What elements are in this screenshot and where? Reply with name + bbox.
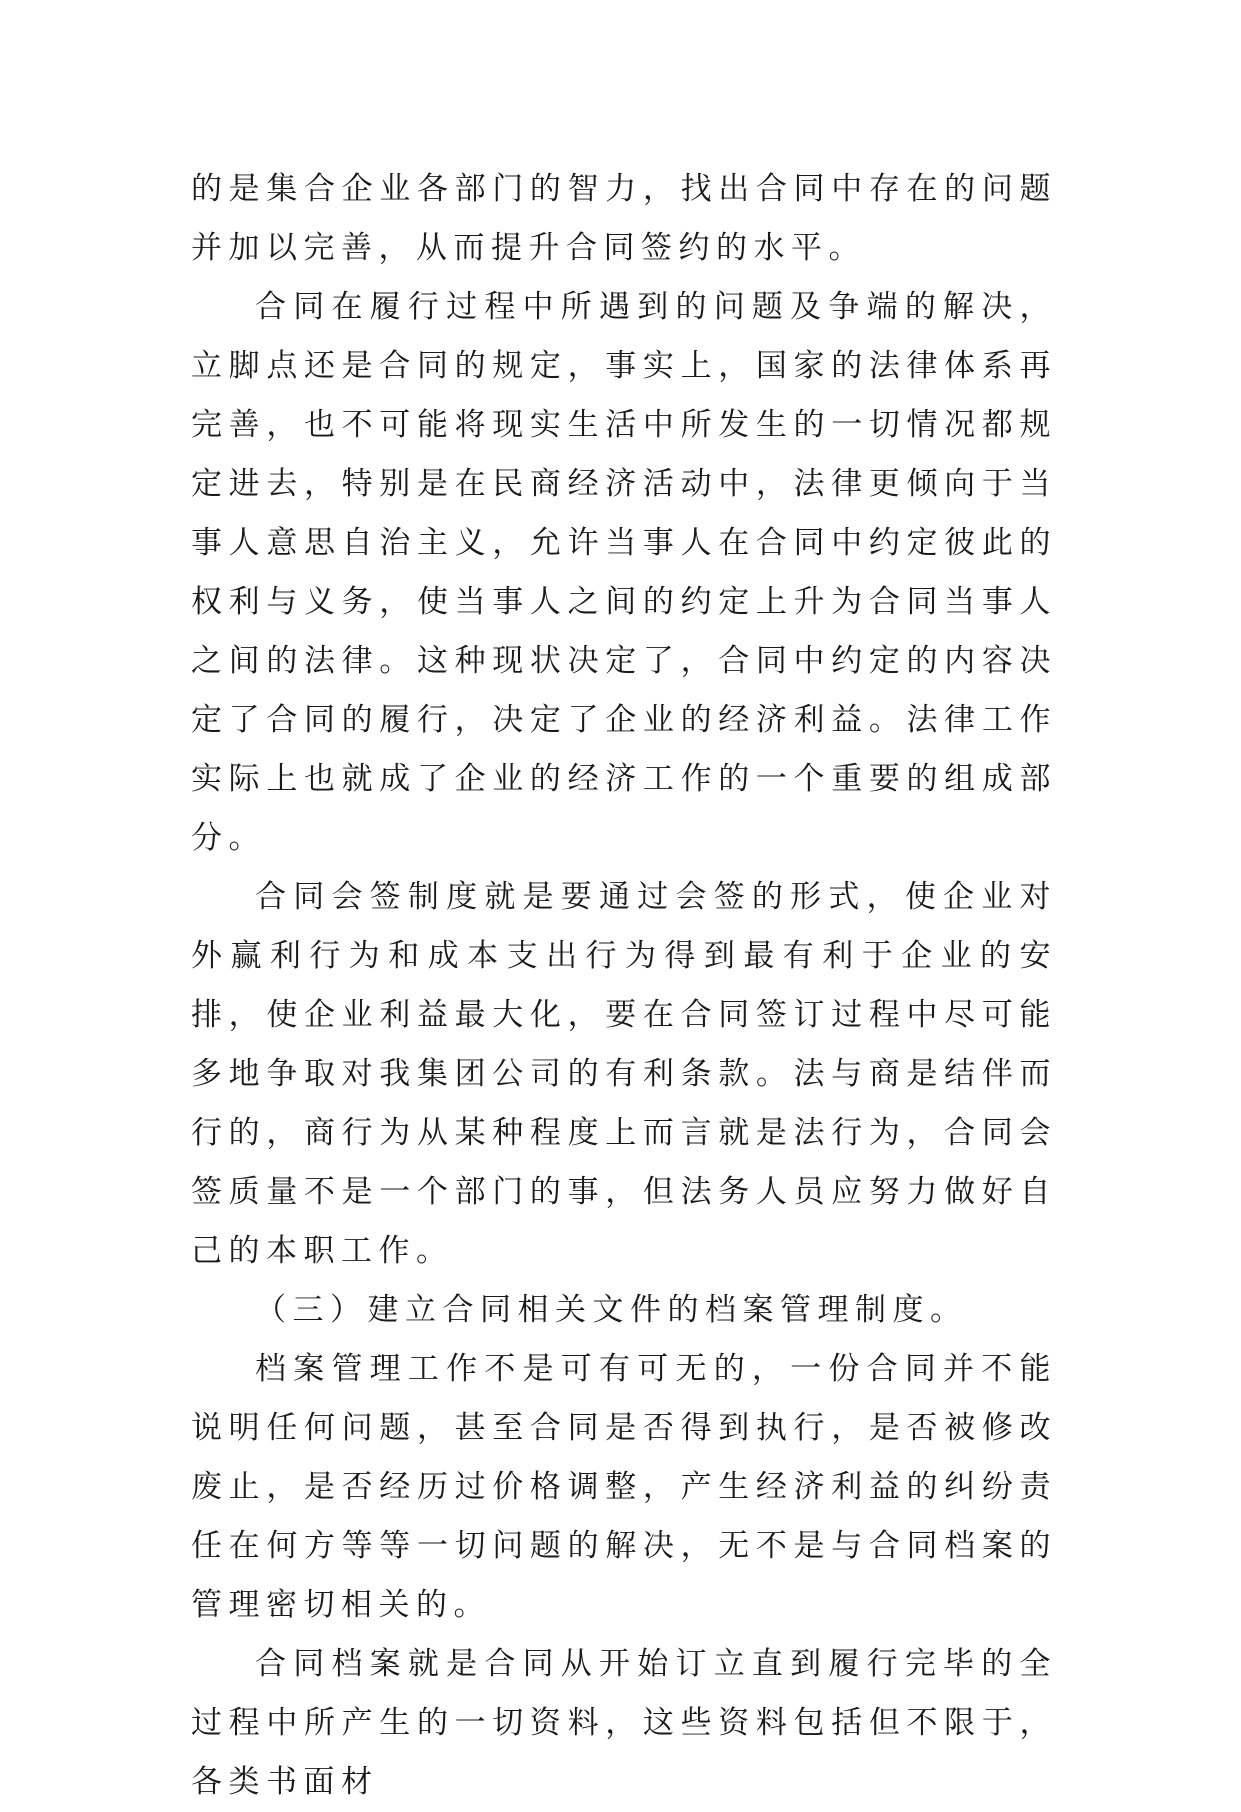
section-heading-archive: （三）建立合同相关文件的档案管理制度。 <box>255 1292 968 1328</box>
paragraph-contract-archive: 合同档案就是合同从开始订立直到履行完毕的全过程中所产生的一切资料，这些资料包括但不限于，各类书面材 <box>191 1646 1057 1800</box>
document-body <box>191 160 1057 1812</box>
paragraph-continuation: 的是集合企业各部门的智力，找出合同中存在的问题并加以完善，从而提升合同签约的水平。 <box>191 171 1057 266</box>
paragraph-contract-performance: 合同在履行过程中所遇到的问题及争端的解决，立脚点还是合同的规定，事实上，国家的法律体系再完善，也不可能将现实生活中所发生的一切情况都规定进去，特别是在民商经济活动中，法律更倾向于当事人意思自治主义，允许当事人在合同中约定彼此的权利与义务，使当事人之间的约定上升为合同当事人之间的法律。这种现状决定了，合同中约定的内容决定了合同的履行，决定了企业的经济利益。法律工作实际上也就成了企业的经济工作的一个重要的组成部分。 <box>191 289 1057 856</box>
paragraph-archive-management: 档案管理工作不是可有可无的，一份合同并不能说明任何问题，甚至合同是否得到执行，是否被修改废止，是否经历过价格调整，产生经济利益的纠纷责任在何方等等一切问题的解决，无不是与合同档案的管理密切相关的。 <box>191 1351 1057 1623</box>
paragraph-countersign-system: 合同会签制度就是要通过会签的形式，使企业对外赢利行为和成本支出行为得到最有利于企业的安排，使企业利益最大化，要在合同签订过程中尽可能多地争取对我集团公司的有利条款。法与商是结伴而行的，商行为从某种程度上而言就是法行为，合同会签质量不是一个部门的事，但法务人员应努力做好自己的本职工作。 <box>191 879 1057 1269</box>
